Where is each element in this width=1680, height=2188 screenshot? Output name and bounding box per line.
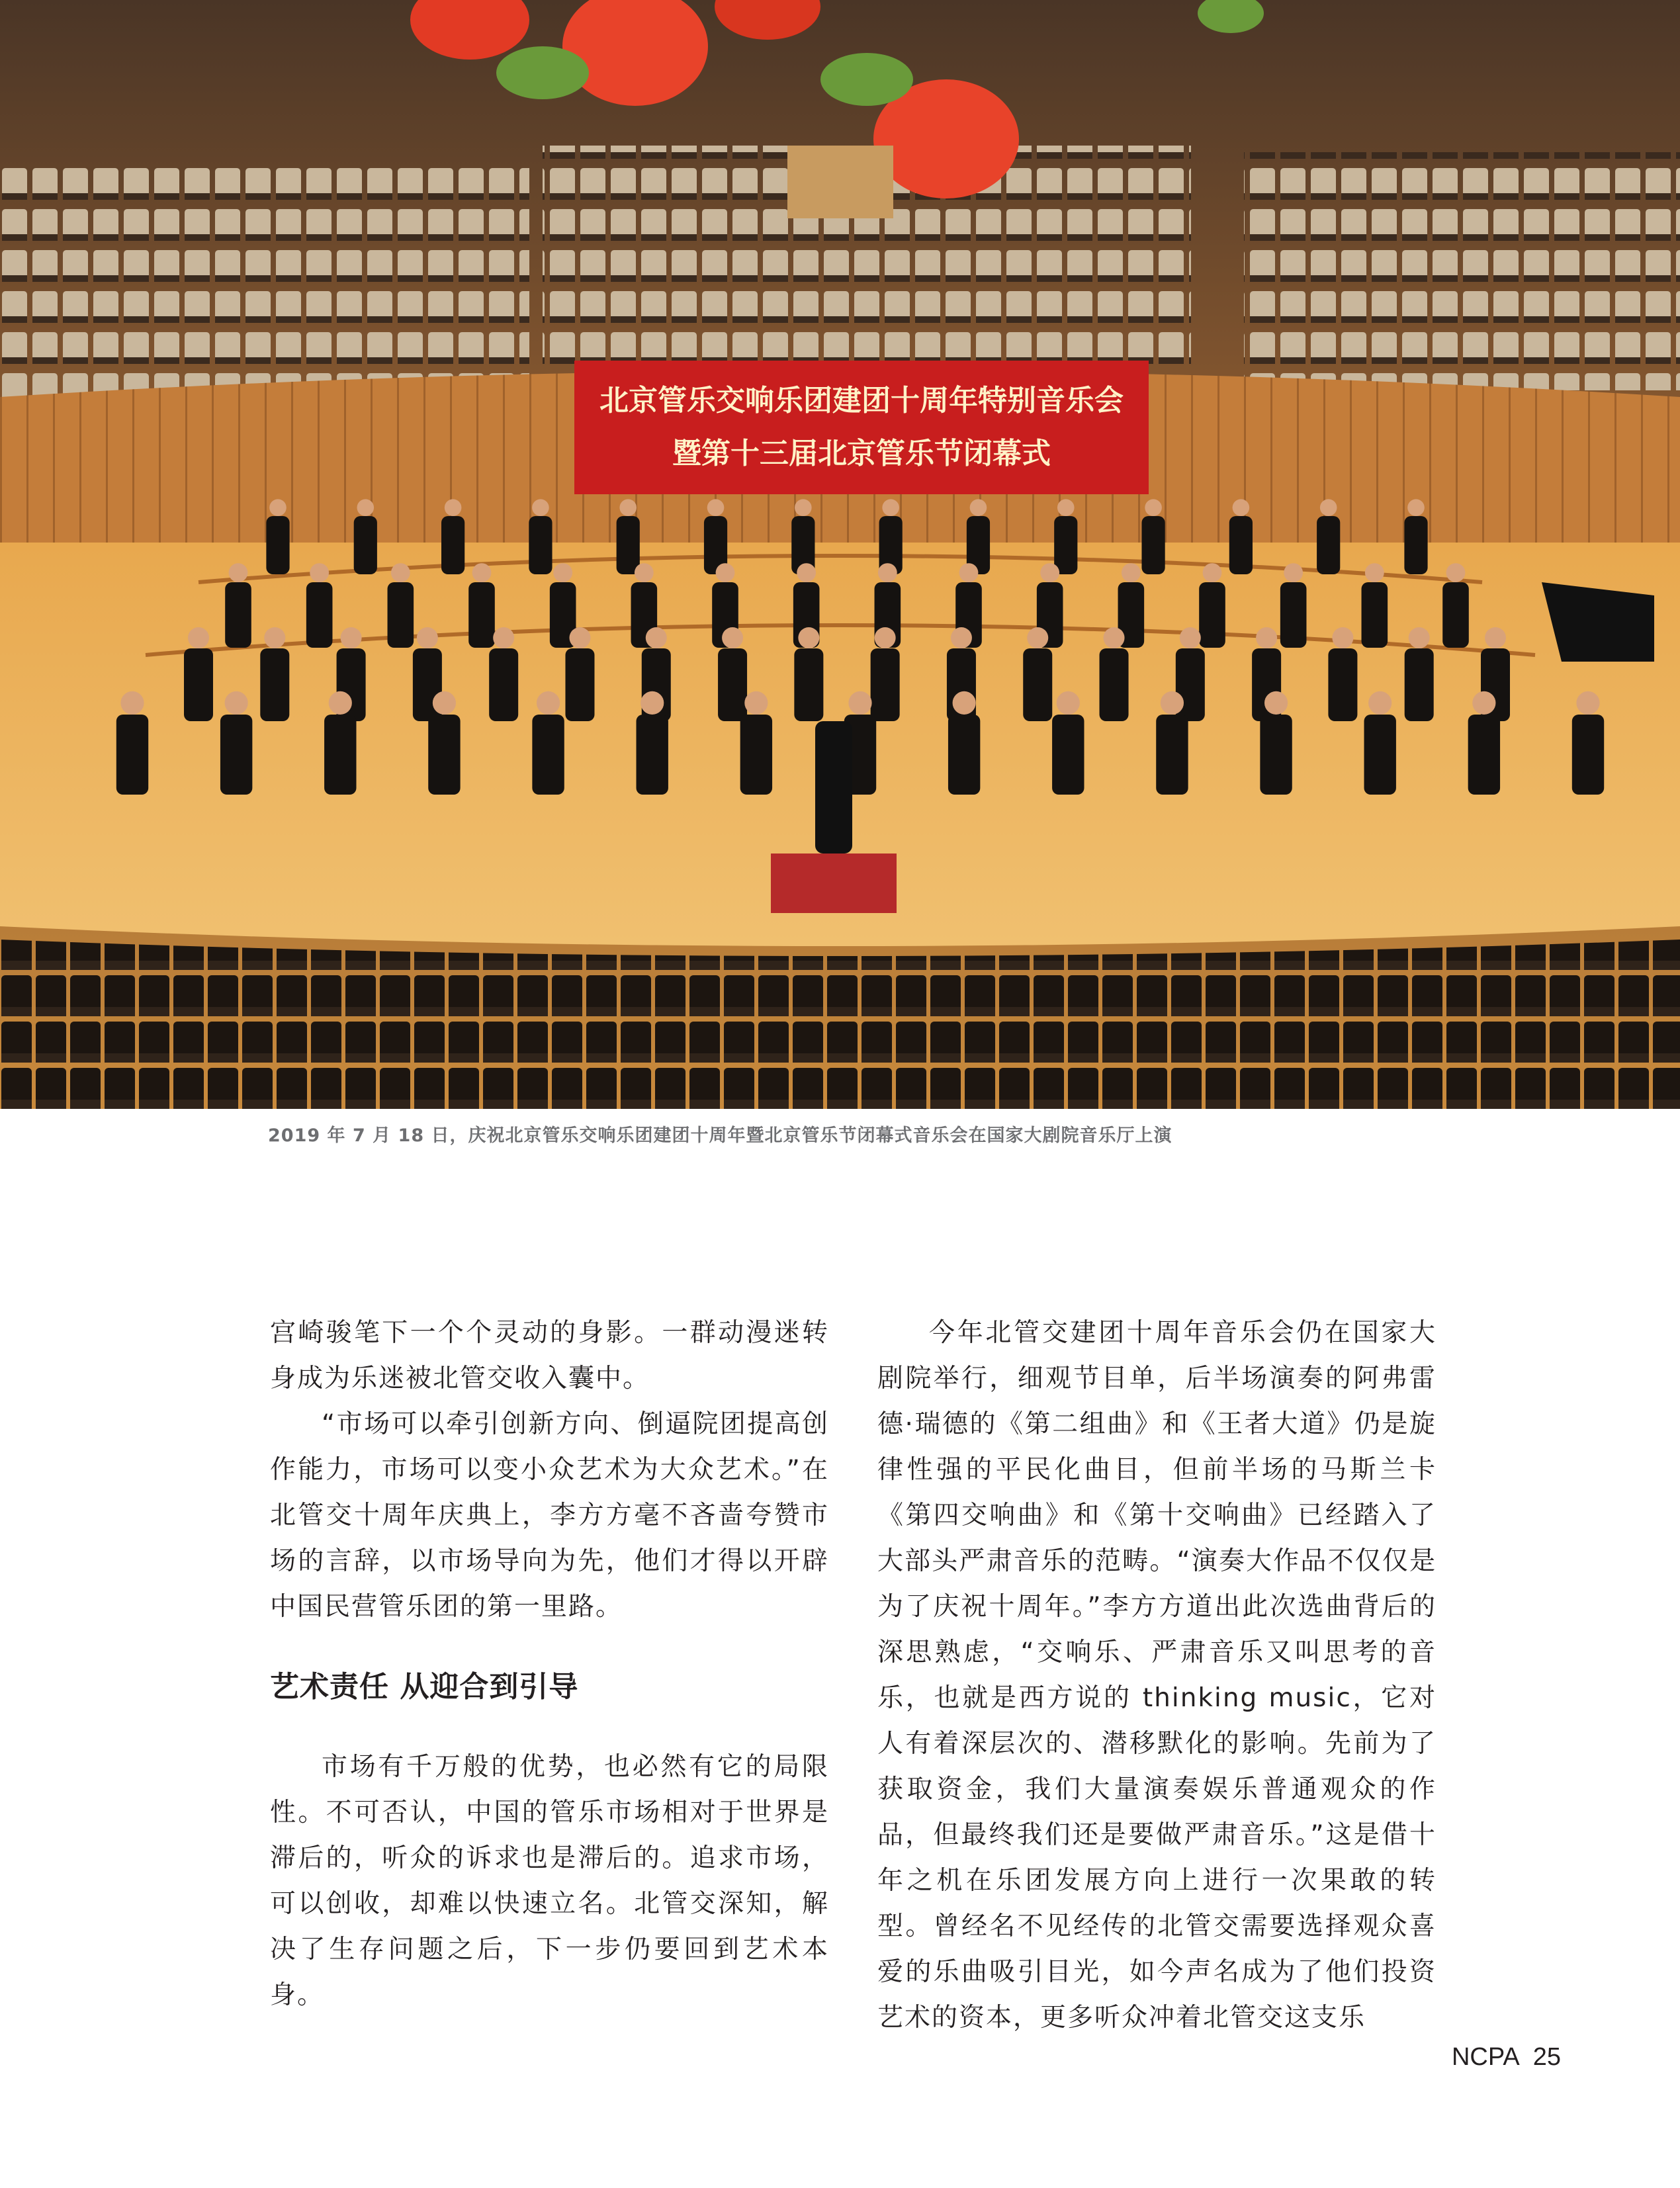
musician-figure — [324, 715, 356, 795]
musician-head — [1485, 627, 1506, 648]
musician-head — [646, 627, 667, 648]
musician-head — [1576, 691, 1599, 715]
left-paragraph-3: 市场有千万般的优势，也必然有它的局限性。不可否认，中国的管乐市场相对于世界是滞后的，听众的诉求也是滞后的。追求市场，可以创收，却难以快速立名。北管交深知，解决了生存问题之后，下一步仍要回到艺术本身。 — [270, 1752, 829, 2010]
musician-figure — [565, 648, 594, 721]
banner-line-2: 暨第十三届北京管乐节闭幕式 — [672, 437, 1051, 470]
musician-head — [569, 627, 590, 648]
musician-figure — [1229, 516, 1253, 574]
musician-head — [1332, 627, 1353, 648]
musician-figure — [116, 715, 148, 795]
left-paragraph-1: 宫崎骏笔下一个个灵动的身影。一群动漫迷转身成为乐迷被北管交收入囊中。 — [270, 1318, 829, 1393]
musician-figure — [1405, 648, 1434, 721]
musician-head — [417, 627, 438, 648]
musician-figure — [1054, 516, 1077, 574]
musician-head — [951, 627, 972, 648]
musician-head — [848, 691, 871, 715]
piano — [1542, 582, 1654, 662]
musician-figure — [306, 582, 333, 648]
right-paragraph-1: 今年北管交建团十周年音乐会仍在国家大剧院举行，细观节目单，后半场演奏的阿弗雷德·瑞德的《第二组曲》和《王者大道》仍是旋律性强的平民化曲目，但前半场的马斯兰卡《第四交响曲》和《第十交响曲》已经踏入了大部头严肃音乐的范畴。“演奏大作品不仅仅是为了庆祝十周年。”李方方道出此次选曲背后的深思熟虑，“交响乐、严肃音乐又叫思考的音乐，也就是西方说的 thinking music，它对人有着深层次的、潜移默化的影响。先前为了获取资金，我们大量演奏娱乐普通观众的作品，但最终我们还是要做严肃音乐。”这是借十年之机在乐团发展方向上进行一次果敢的转型。曾经名不见经传的北管交需要选择观众喜爱的乐曲吸引目光，如今声名成为了他们投资艺术的资本，更多听众冲着北管交这支乐 — [877, 1318, 1437, 2033]
musician-head — [532, 499, 549, 516]
musician-figure — [1364, 715, 1396, 795]
musician-figure — [1199, 582, 1225, 648]
musician-figure — [220, 715, 252, 795]
banner-line-1: 北京管乐交响乐团建团十周年特别音乐会 — [599, 384, 1124, 417]
musician-head — [120, 691, 144, 715]
musician-figure — [1442, 582, 1469, 648]
musician-head — [1409, 627, 1430, 648]
musician-figure — [871, 648, 900, 721]
section-heading: 艺术责任 从迎合到引导 — [270, 1670, 579, 1704]
musician-head — [1264, 691, 1288, 715]
musician-head — [1180, 627, 1201, 648]
musician-head — [229, 563, 248, 582]
musician-head — [472, 563, 492, 582]
musician-figure — [718, 648, 747, 721]
musician-figure — [794, 648, 823, 721]
musician-figure — [740, 715, 772, 795]
musician-head — [391, 563, 410, 582]
musician-figure — [388, 582, 414, 648]
musician-figure — [428, 715, 460, 795]
musician-figure — [468, 582, 495, 648]
musician-head — [619, 499, 637, 516]
musician-head — [798, 627, 819, 648]
right-text-column — [877, 1310, 1437, 2040]
musician-head — [797, 563, 816, 582]
musician-figure — [225, 582, 251, 648]
musician-head — [1233, 499, 1250, 516]
musician-head — [537, 691, 560, 715]
musician-head — [970, 499, 987, 516]
musician-figure — [1156, 715, 1188, 795]
musician-figure — [260, 648, 289, 721]
musician-head — [1365, 563, 1384, 582]
musician-head — [1446, 563, 1466, 582]
musician-head — [1407, 499, 1425, 516]
musician-head — [1057, 499, 1075, 516]
musician-head — [341, 627, 362, 648]
musician-head — [707, 499, 725, 516]
musician-figure — [532, 715, 564, 795]
musician-head — [1145, 499, 1162, 516]
musician-head — [1256, 627, 1277, 648]
banner — [574, 361, 1149, 494]
musician-head — [1122, 563, 1141, 582]
left-text-column — [270, 1310, 829, 2018]
musician-head — [1368, 691, 1392, 715]
musician-head — [264, 627, 285, 648]
audience-seats — [0, 940, 1680, 1109]
musician-head — [722, 627, 743, 648]
upper-seats-left — [0, 159, 529, 397]
magazine-name: NCPA — [1451, 2043, 1520, 2071]
musician-figure — [1100, 648, 1129, 721]
musician-figure — [1260, 715, 1292, 795]
musician-head — [553, 563, 572, 582]
musician-figure — [441, 516, 464, 574]
musician-figure — [1362, 582, 1388, 648]
musician-head — [635, 563, 654, 582]
musician-head — [744, 691, 768, 715]
musician-head — [1104, 627, 1125, 648]
musician-figure — [354, 516, 377, 574]
musician-head — [225, 691, 248, 715]
conductor-podium — [771, 853, 897, 913]
musician-head — [269, 499, 287, 516]
upper-seats-right — [1244, 152, 1680, 390]
musician-head — [878, 563, 897, 582]
musician-head — [433, 691, 456, 715]
musician-head — [1161, 691, 1184, 715]
musician-head — [882, 499, 899, 516]
musician-head — [310, 563, 329, 582]
musician-head — [641, 691, 664, 715]
photo-caption: 2019 年 7 月 18 日，庆祝北京管乐交响乐团建团十周年暨北京管乐节闭幕式音乐会在国家大剧院音乐厅上演 — [268, 1125, 1172, 1146]
musician-figure — [1404, 516, 1427, 574]
musician-head — [716, 563, 735, 582]
musician-head — [875, 627, 896, 648]
musician-head — [1203, 563, 1222, 582]
musician-head — [1284, 563, 1303, 582]
musician-figure — [1052, 715, 1084, 795]
conductor-figure — [815, 721, 852, 853]
musician-figure — [184, 648, 213, 721]
page-number: 25 — [1532, 2043, 1561, 2071]
musician-figure — [1328, 648, 1357, 721]
musician-head — [329, 691, 352, 715]
musician-figure — [948, 715, 980, 795]
musician-figure — [529, 516, 552, 574]
musician-figure — [1141, 516, 1165, 574]
musician-figure — [266, 516, 289, 574]
page-folio — [1452, 2043, 1561, 2072]
musician-figure — [1023, 648, 1052, 721]
musician-head — [1472, 691, 1495, 715]
left-paragraph-2: “市场可以牵引创新方向、倒逼院团提高创作能力，市场可以变小众艺术为大众艺术。”在北管交十周年庆典上，李方方毫不吝啬夸赞市场的言辞，以市场导向为先，他们才得以开辟中国民营管乐团的第一里路。 — [270, 1409, 829, 1622]
musician-figure — [617, 516, 640, 574]
musician-figure — [1317, 516, 1340, 574]
musician-figure — [1468, 715, 1500, 795]
musician-figure — [489, 648, 518, 721]
organ — [787, 146, 893, 218]
musician-figure — [1280, 582, 1307, 648]
musician-head — [1057, 691, 1080, 715]
musician-head — [959, 563, 979, 582]
musician-head — [1027, 627, 1048, 648]
musician-figure — [1572, 715, 1604, 795]
musician-figure — [637, 715, 668, 795]
musician-head — [188, 627, 209, 648]
musician-head — [445, 499, 462, 516]
musician-head — [1320, 499, 1337, 516]
musician-head — [953, 691, 976, 715]
musician-head — [357, 499, 375, 516]
musician-head — [795, 499, 812, 516]
musician-head — [493, 627, 514, 648]
musician-head — [1040, 563, 1059, 582]
